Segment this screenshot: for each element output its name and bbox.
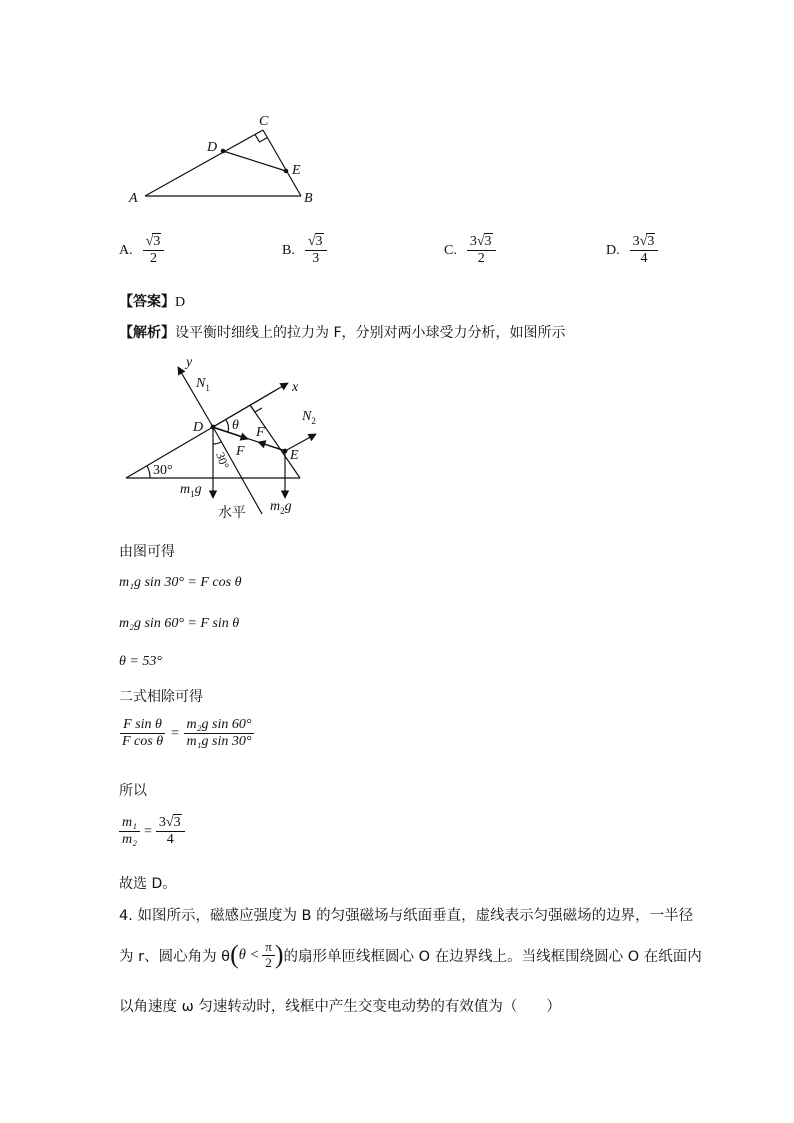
eq5-rhs: $\frac{3√3}{4}$ (156, 815, 185, 848)
label-f-upper: F (256, 425, 265, 440)
option-fraction: $\frac{3√3}{2}$ (467, 234, 496, 267)
answer-value: D (175, 295, 186, 310)
eq4-lhs: $\frac{\text{F sin θ}}{\text{F cos θ}}$ (122, 717, 164, 750)
option-letter: B. (282, 242, 295, 258)
answer-tag: 【答案】 (119, 294, 175, 310)
q4-line2-pre: 为 r、圆心角为 θ (119, 948, 231, 965)
force-f-on-e (258, 442, 283, 450)
label-m1g: $m_1g$ (180, 482, 202, 499)
equation-3: θ = 53° (119, 654, 162, 669)
label-f-lower: F (236, 444, 245, 459)
triangle-figure (120, 108, 320, 212)
equation-1: m₁g sin 30° = F cos θ (119, 575, 242, 590)
eq5-lhs: $\frac{\text{m₁}}{\text{m₂}}$ (119, 815, 140, 848)
angle-arc-theta (226, 420, 228, 432)
label-n2: $N_2$ (302, 409, 316, 426)
point-e (284, 169, 289, 174)
analysis-line (119, 322, 566, 342)
side-ac (145, 130, 263, 196)
option-a[interactable] (119, 234, 164, 267)
label-x: x (292, 380, 299, 395)
q4-line2-post: 的扇形单匝线框圆心 O 在边界线上。当线框围绕圆心 O 在纸面内 (283, 948, 702, 965)
force-diagram (120, 350, 320, 522)
option-letter: C. (444, 242, 457, 258)
right-angle-mark (250, 405, 262, 412)
point-e (283, 449, 288, 454)
option-fraction: $\frac{√3}{2}$ (143, 234, 165, 267)
equation-4: $\frac{\text{F sin θ}}{\text{F cos θ}}$ = $\frac{\text{m₂g sin 60°}}{\text{m₁g sin 30°}}$ (119, 717, 254, 750)
option-letter: D. (606, 242, 620, 258)
question4-line3: 以角速度 ω 匀速转动时，线框中产生交变电动势的有效值为（ ） (119, 999, 561, 1015)
paren-open: ( (230, 940, 239, 970)
point-d (211, 425, 216, 430)
q4-condition: θ < $\frac{\pi}{2}$ (239, 940, 275, 971)
analysis-tag: 【解析】 (119, 325, 175, 341)
option-c[interactable] (444, 234, 496, 267)
label-y: y (186, 355, 193, 370)
eq4-rhs: $\frac{\text{m₂g sin 60°}}{\text{m₁g sin 30°}}$ (184, 717, 255, 750)
option-fraction: $\frac{3√3}{4}$ (630, 234, 659, 267)
label-d: D (193, 420, 204, 435)
label-e: E (292, 163, 301, 178)
label-a: A (129, 191, 138, 206)
choose-text: 故选 D。 (119, 876, 177, 892)
label-theta: θ (232, 418, 239, 433)
equation-2: m₂g sin 60° = F sin θ (119, 616, 240, 631)
option-letter: A. (119, 242, 133, 258)
point-d (221, 149, 226, 154)
angle-arc-30 (147, 466, 150, 478)
label-angle-30: 30° (153, 463, 173, 478)
label-d: D (207, 140, 218, 155)
from-figure-text: 由图可得 (119, 544, 175, 560)
analysis-text: 设平衡时细线上的拉力为 F，分别对两小球受力分析，如图所示 (175, 325, 566, 341)
label-horizontal: 水平 (218, 505, 246, 521)
angle-arc-30-vertical (213, 442, 221, 444)
label-b: B (304, 191, 313, 206)
label-c: C (259, 114, 269, 129)
question4-line2 (119, 940, 702, 971)
equation-5: $\frac{\text{m₁}}{\text{m₂}}$ = $\frac{3√3}{4}$ (119, 815, 185, 848)
answer-line (119, 291, 185, 311)
question4-line1: 4. 如图所示，磁感应强度为 B 的匀强磁场与纸面垂直，虚线表示匀强磁场的边界，一半径 (119, 908, 694, 924)
option-fraction: $\frac{√3}{3}$ (305, 234, 327, 267)
label-e: E (290, 448, 299, 463)
normal-line (213, 427, 262, 514)
so-text: 所以 (119, 783, 147, 799)
label-m2g: $m_2g$ (270, 499, 292, 516)
divide-text: 二式相除可得 (119, 689, 203, 705)
paren-close: ) (274, 940, 284, 970)
option-d[interactable] (606, 234, 658, 267)
option-b[interactable] (282, 234, 327, 267)
label-angle-30-rotated: 30° (213, 450, 233, 471)
label-n1: $N_1$ (196, 376, 210, 393)
